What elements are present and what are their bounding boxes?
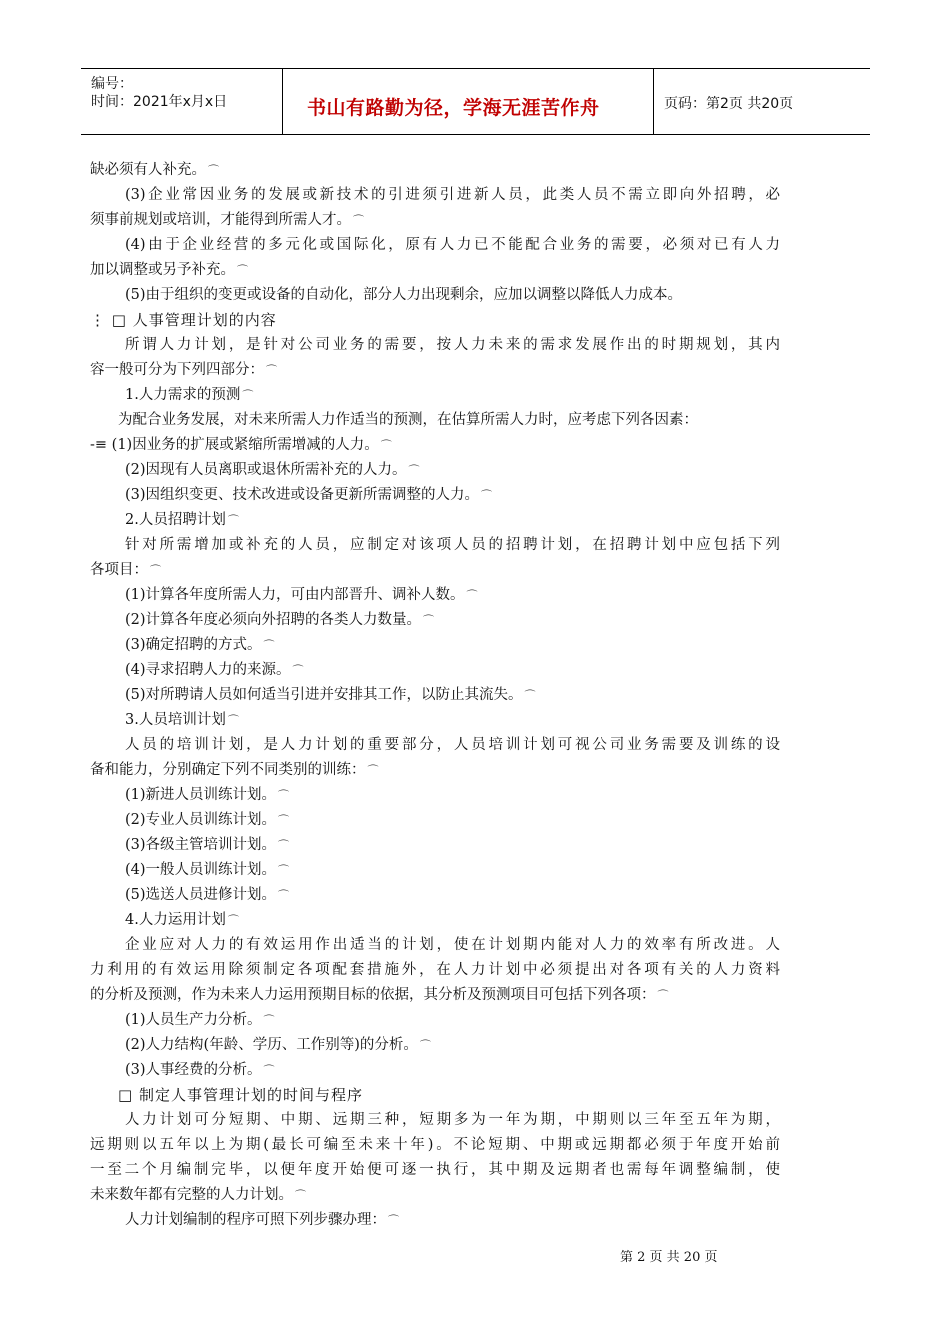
line-text: (4)一般人员训练计划。 [125,862,277,878]
paragraph-line [90,1008,780,1033]
line-text: 所谓人力计划，是针对公司业务的需要，按人力未来的需求发展作出的时期规划，其内 [125,337,780,353]
line-text: (3)各级主管培训计划。 [125,837,277,853]
line-text: 人员的培训计划，是人力计划的重要部分，人员培训计划可视公司业务需要及训练的设 [125,737,780,753]
line-text: □ 制定人事管理计划的时间与程序 [118,1086,363,1104]
paragraph-line [90,1158,780,1183]
paragraph-line [90,283,780,308]
paragraph-mark-icon: ⌒ [263,639,275,652]
paragraph-mark-icon: ⌒ [657,989,669,1002]
paragraph-mark-icon: ⌒ [208,164,219,177]
line-text: 4.人力运用计划 [125,912,226,928]
paragraph-mark-icon: ⌒ [278,889,290,902]
paragraph-line [90,883,780,908]
paragraph-mark-icon: ⌒ [292,664,304,677]
line-text: (5)选送人员进修计划。 [125,887,277,903]
line-text: 的分析及预测，作为未来人力运用预期目标的依据，其分析及预测项目可包括下列各项： [90,987,656,1003]
line-text: 加以调整或另予补充。 [90,262,235,278]
paragraph-mark-icon: ⌒ [380,439,392,452]
document-number-label: 编号： [91,76,133,92]
paragraph-mark-icon: ⌒ [408,464,420,477]
paragraph-line [90,433,780,458]
paragraph-mark-icon: ⌒ [278,864,290,877]
line-text: 未来数年都有完整的人力计划。 [90,1187,293,1203]
paragraph-mark-icon: ⌒ [353,214,364,227]
line-text: (2)因现有人员离职或退休所需补充的人力。 [125,462,407,478]
header-motto: 书山有路勤为径，学海无涯苦作舟 [307,97,600,119]
paragraph-line [90,558,780,583]
paragraph-mark-icon: ⌒ [227,914,239,927]
paragraph-line [90,183,780,208]
line-text: 缺必须有人补充。 [90,162,206,178]
paragraph-line [90,808,780,833]
paragraph-mark-icon: ⌒ [367,764,379,777]
paragraph-line [90,758,780,783]
paragraph-line [90,1033,780,1058]
paragraph-mark-icon: ⌒ [278,814,290,827]
line-text: (3)因组织变更、技术改进或设备更新所需调整的人力。 [125,487,480,503]
paragraph-line [90,1183,780,1208]
line-text: 3.人员培训计划 [125,712,226,728]
paragraph-line [90,683,780,708]
line-text: 为配合业务发展，对未来所需人力作适当的预测，在估算所需人力时，应考虑下列各因素： [118,412,698,428]
paragraph-mark-icon: ⌒ [150,564,161,577]
line-text: 力利用的有效运用除须制定各项配套措施外，在人力计划中必须提出对各项有关的人力资料 [90,962,780,978]
paragraph-line [90,383,780,408]
paragraph-mark-icon: ⌒ [242,389,254,402]
paragraph-line [90,483,780,508]
line-text: 针对所需增加或补充的人员，应制定对该项人员的招聘计划，在招聘计划中应包括下列 [125,537,780,553]
document-date: 时间：2021年x月x日 [91,94,228,110]
line-text: 容一般可分为下列四部分： [90,362,264,378]
line-text: (2)计算各年度必须向外招聘的各类人力数量。 [125,612,422,628]
paragraph-mark-icon: ⌒ [263,1014,275,1027]
line-text: 2.人员招聘计划 [125,512,226,528]
paragraph-mark-icon: ⌒ [524,689,536,702]
header-meta-cell [81,69,283,134]
paragraph-line [90,733,780,758]
paragraph-line [90,508,780,533]
line-text: (1)新进人员训练计划。 [125,787,277,803]
section-heading [90,1083,780,1108]
paragraph-mark-icon: ⌒ [423,614,435,627]
paragraph-line [90,933,780,958]
paragraph-line [90,908,780,933]
line-text: 各项目： [90,562,148,578]
paragraph-mark-icon: ⌒ [481,489,493,502]
document-body [90,158,780,1233]
line-text: ⋮ □ 人事管理计划的内容 [90,311,277,329]
paragraph-line [90,1133,780,1158]
line-text: -≡ (1)因业务的扩展或紧缩所需增减的人力。 [90,437,379,453]
paragraph-line [90,408,780,433]
document-header [81,68,870,135]
paragraph-mark-icon: ⌒ [263,1064,275,1077]
paragraph-mark-icon: ⌒ [266,364,277,377]
paragraph-line [90,608,780,633]
paragraph-mark-icon: ⌒ [278,789,290,802]
paragraph-line [90,708,780,733]
line-text: (2)专业人员训练计划。 [125,812,277,828]
paragraph-line [90,833,780,858]
line-text: 远期则以五年以上为期(最长可编至未来十年)。不论短期、中期或远期都必须于年度开始前 [90,1137,780,1153]
paragraph-line [90,958,780,983]
paragraph-line [90,258,780,283]
paragraph-line [90,983,780,1008]
paragraph-mark-icon: ⌒ [227,514,239,527]
line-text: (4)寻求招聘人力的来源。 [125,662,291,678]
paragraph-mark-icon: ⌒ [388,1214,399,1227]
page-footer: 第 2 页 共 20 页 [620,1250,718,1265]
line-text: 人力计划编制的程序可照下列步骤办理： [125,1212,386,1228]
paragraph-line [90,1058,780,1083]
paragraph-mark-icon: ⌒ [227,714,239,727]
paragraph-mark-icon: ⌒ [419,1039,431,1052]
paragraph-line [90,658,780,683]
header-motto-cell [283,69,654,134]
line-text: 备和能力，分别确定下列不同类别的训练： [90,762,366,778]
line-text: (1)人员生产力分析。 [125,1012,262,1028]
paragraph-line [90,233,780,258]
paragraph-line [90,533,780,558]
paragraph-line [90,1208,780,1233]
line-text: (3)人事经费的分析。 [125,1062,262,1078]
paragraph-mark-icon: ⌒ [237,264,248,277]
paragraph-line [90,358,780,383]
paragraph-line [90,783,780,808]
paragraph-mark-icon: ⌒ [278,839,290,852]
line-text: 企业应对人力的有效运用作出适当的计划，使在计划期内能对人力的效率有所改进。人 [125,937,780,953]
line-text: 1.人力需求的预测 [125,387,241,403]
line-text: 一至二个月编制完毕，以便年度开始便可逐一执行，其中期及远期者也需每年调整编制，使 [90,1162,780,1178]
line-text: (5)由于组织的变更或设备的自动化，部分人力出现剩余，应加以调整以降低人力成本。 [125,287,683,303]
paragraph-mark-icon: ⌒ [295,1189,306,1202]
paragraph-line [90,333,780,358]
paragraph-line [90,458,780,483]
line-text: (5)对所聘请人员如何适当引进并安排其工作，以防止其流失。 [125,687,523,703]
paragraph-line [90,583,780,608]
line-text: (4)由于企业经营的多元化或国际化，原有人力已不能配合业务的需要，必须对已有人力 [125,237,780,253]
header-page-info: 页码：第2页 共20页 [664,96,794,112]
paragraph-line [90,633,780,658]
line-text: (3)企业常因业务的发展或新技术的引进须引进新人员，此类人员不需立即向外招聘，必 [125,187,780,203]
paragraph-mark-icon: ⌒ [466,589,478,602]
paragraph-line [90,1108,780,1133]
line-text: (1)计算各年度所需人力，可由内部晋升、调补人数。 [125,587,465,603]
paragraph-line [90,208,780,233]
line-text: 须事前规划或培训，才能得到所需人才。 [90,212,351,228]
line-text: (2)人力结构(年龄、学历、工作别等)的分析。 [125,1037,418,1053]
line-text: (3)确定招聘的方式。 [125,637,262,653]
line-text: 人力计划可分短期、中期、远期三种，短期多为一年为期，中期则以三年至五年为期， [125,1112,780,1128]
paragraph-line [90,858,780,883]
section-heading [90,308,780,333]
paragraph-line [90,158,780,183]
